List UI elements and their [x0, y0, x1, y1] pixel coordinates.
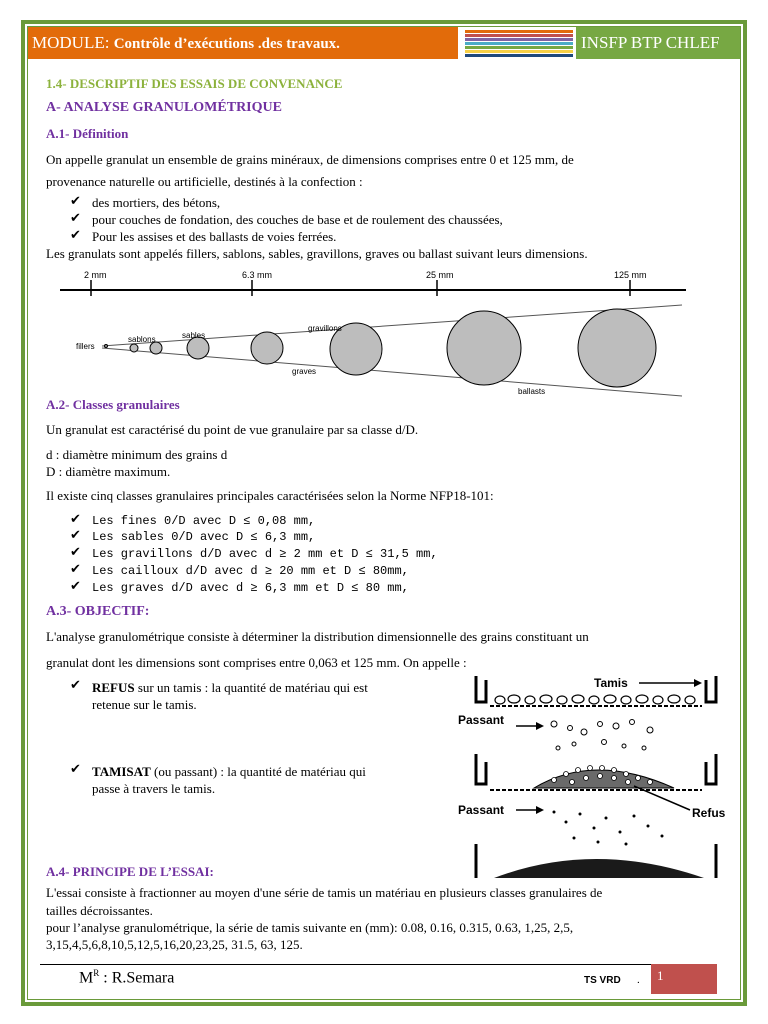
- class-bullet-5: Les graves d/D avec d ≥ 6,3 mm et D ≤ 80 mm,: [92, 581, 409, 595]
- checkmark-icon: ✔: [70, 562, 81, 577]
- decorative-stripes: [465, 30, 573, 56]
- module-title: Contrôle d’exécutions .des travaux.: [113, 36, 340, 52]
- sieve-wall-right-top: [706, 676, 716, 702]
- checkmark-icon: ✔: [70, 762, 81, 777]
- ballast-grain: [578, 309, 656, 387]
- section-a2-title: A.2- Classes granulaires: [46, 397, 180, 412]
- fines-pile: [494, 859, 704, 878]
- institute-name: INSFP BTP CHLEF: [581, 33, 720, 52]
- module-label: MODULE:: [32, 33, 110, 52]
- section-a-title: A- ANALYSE GRANULOMÉTRIQUE: [46, 100, 282, 115]
- footer-class-label: TS VRD: [584, 975, 621, 986]
- class-bullet-3: Les gravillons d/D avec d ≥ 2 mm et D ≤ 31,5 mm,: [92, 547, 438, 561]
- scale-label-125mm: 125 mm: [614, 270, 647, 280]
- definition-line-1: On appelle granulat un ensemble de grains minéraux, de dimensions comprises entre 0 et 125 mm, de: [46, 152, 574, 167]
- coarse-grains-row: [495, 695, 695, 704]
- refus-line-2: retenue sur le tamis.: [92, 697, 197, 712]
- section-a1-title: A.1- Définition: [46, 126, 129, 141]
- section-1-4-title: 1.4- DESCRIPTIF DES ESSAIS DE CONVENANCE: [46, 76, 343, 91]
- page-header: [28, 27, 740, 59]
- label-passant-top: Passant: [458, 713, 505, 727]
- gravillon-grain: [251, 332, 283, 364]
- label-graves: graves: [292, 367, 317, 376]
- refus-line-1: REFUS sur un tamis : la quantité de matériau qui est: [92, 680, 368, 695]
- section-a4-title: A.4- PRINCIPE DE L’ESSAI:: [46, 864, 214, 879]
- definition-bullet-3: Pour les assises et des ballasts de voies ferrées.: [92, 229, 337, 244]
- objectif-line-1: L'analyse granulométrique consiste à déterminer la distribution dimensionnelle des grains constituant un: [46, 629, 589, 644]
- principe-line-1: L'essai consiste à fractionner au moyen d'une série de tamis un matériau en plusieurs classes granulaires de: [46, 885, 603, 900]
- falling-particles-top: [551, 720, 653, 751]
- decorative-stripe: [465, 46, 573, 49]
- checkmark-icon: ✔: [70, 579, 81, 594]
- decorative-stripe: [465, 50, 573, 53]
- label-sables: sables: [182, 331, 206, 340]
- class-bullet-2: Les sables 0/D avec D ≤ 6,3 mm,: [92, 530, 316, 544]
- sieve-wall-right-mid: [706, 754, 716, 784]
- section-a3-title: A.3- OBJECTIF:: [46, 604, 150, 619]
- classes-intro: Un granulat est caractérisé du point de vue granulaire par sa classe d/D.: [46, 422, 419, 437]
- class-bullet-4: Les cailloux d/D avec d ≥ 20 mm et D ≤ 80mm,: [92, 564, 409, 578]
- arrowhead-icon: [536, 806, 544, 814]
- label-tamis: Tamis: [594, 676, 628, 690]
- falling-particles-bottom: [553, 811, 664, 846]
- checkmark-icon: ✔: [70, 211, 81, 226]
- principe-line-3: pour l’analyse granulométrique, la série de tamis suivante en (mm): 0.08, 0.16, 0.315, 0.63, 1,25, 2,5,: [46, 920, 574, 935]
- class-bullet-1: Les fines 0/D avec D ≤ 0,08 mm,: [92, 514, 316, 528]
- checkmark-icon: ✔: [70, 545, 81, 560]
- checkmark-icon: ✔: [70, 528, 81, 543]
- sable-grain: [187, 337, 209, 359]
- scale-label-6-3mm: 6.3 mm: [242, 270, 273, 280]
- decorative-stripe: [465, 38, 573, 41]
- granulate-size-diagram: [56, 266, 688, 402]
- definition-bullet-1: des mortiers, des bétons,: [92, 195, 221, 210]
- checkmark-icon: ✔: [70, 678, 81, 693]
- definition-after: Les granulats sont appelés fillers, sablons, sables, gravillons, graves ou ballast suivant leurs dimensions.: [46, 246, 588, 261]
- label-ballasts: ballasts: [518, 387, 546, 396]
- definition-bullet-2: pour couches de fondation, des couches de base et de roulement des chaussées,: [92, 212, 503, 227]
- label-passant-bottom: Passant: [458, 803, 505, 817]
- sieve-wall-left-top: [476, 676, 486, 702]
- page-number-box: [651, 964, 717, 994]
- refus-term: REFUS: [92, 680, 135, 695]
- tamisat-line-1: TAMISAT (ou passant) : la quantité de matériau qui: [92, 764, 366, 779]
- label-gravillons: gravillons: [308, 324, 342, 333]
- label-refus: Refus: [692, 806, 726, 820]
- classes-d-definition: d : diamètre minimum des grains d: [46, 447, 228, 462]
- checkmark-icon: ✔: [70, 228, 81, 243]
- institute-banner: [576, 27, 740, 59]
- sieve-diagram: [454, 672, 739, 880]
- footer-rule: [40, 964, 714, 965]
- module-banner: [28, 27, 458, 59]
- classes-D-definition: D : diamètre maximum.: [46, 464, 171, 479]
- footer-author: $M^R$ : R.Semara: [79, 968, 175, 987]
- tamisat-line-2: passe à travers le tamis.: [92, 781, 216, 796]
- checkmark-icon: ✔: [70, 194, 81, 209]
- footer-dot: .: [637, 974, 640, 986]
- arrowhead-icon: [694, 679, 702, 687]
- grave-grain: [447, 311, 521, 385]
- arrowhead-icon: [536, 722, 544, 730]
- label-sablons: sablons: [128, 335, 156, 344]
- decorative-stripe: [465, 30, 573, 33]
- sablon-grain: [130, 344, 138, 352]
- sieve-wall-left-mid: [476, 754, 486, 784]
- checkmark-icon: ✔: [70, 512, 81, 527]
- principe-line-2: tailles décroissantes.: [46, 903, 153, 918]
- scale-label-2mm: 2 mm: [84, 270, 107, 280]
- principe-line-4: 3,15,4,5,6,8,10,5,12,5,16,20,23,25, 31.5, 63, 125.: [46, 937, 303, 952]
- decorative-stripe: [465, 54, 573, 57]
- classes-norm: Il existe cinq classes granulaires principales caractérisées selon la Norme NFP18-101:: [46, 488, 494, 503]
- label-fillers: fillers: [76, 342, 95, 351]
- decorative-stripe: [465, 42, 573, 45]
- tamisat-term: TAMISAT: [92, 764, 151, 779]
- filler-grain: [105, 345, 108, 348]
- definition-line-2: provenance naturelle ou artificielle, destinés à la confection :: [46, 174, 363, 189]
- decorative-stripe: [465, 34, 573, 37]
- objectif-line-2: granulat dont les dimensions sont comprises entre 0,063 et 125 mm. On appelle :: [46, 655, 467, 670]
- scale-label-25mm: 25 mm: [426, 270, 454, 280]
- page-number: 1: [657, 968, 664, 983]
